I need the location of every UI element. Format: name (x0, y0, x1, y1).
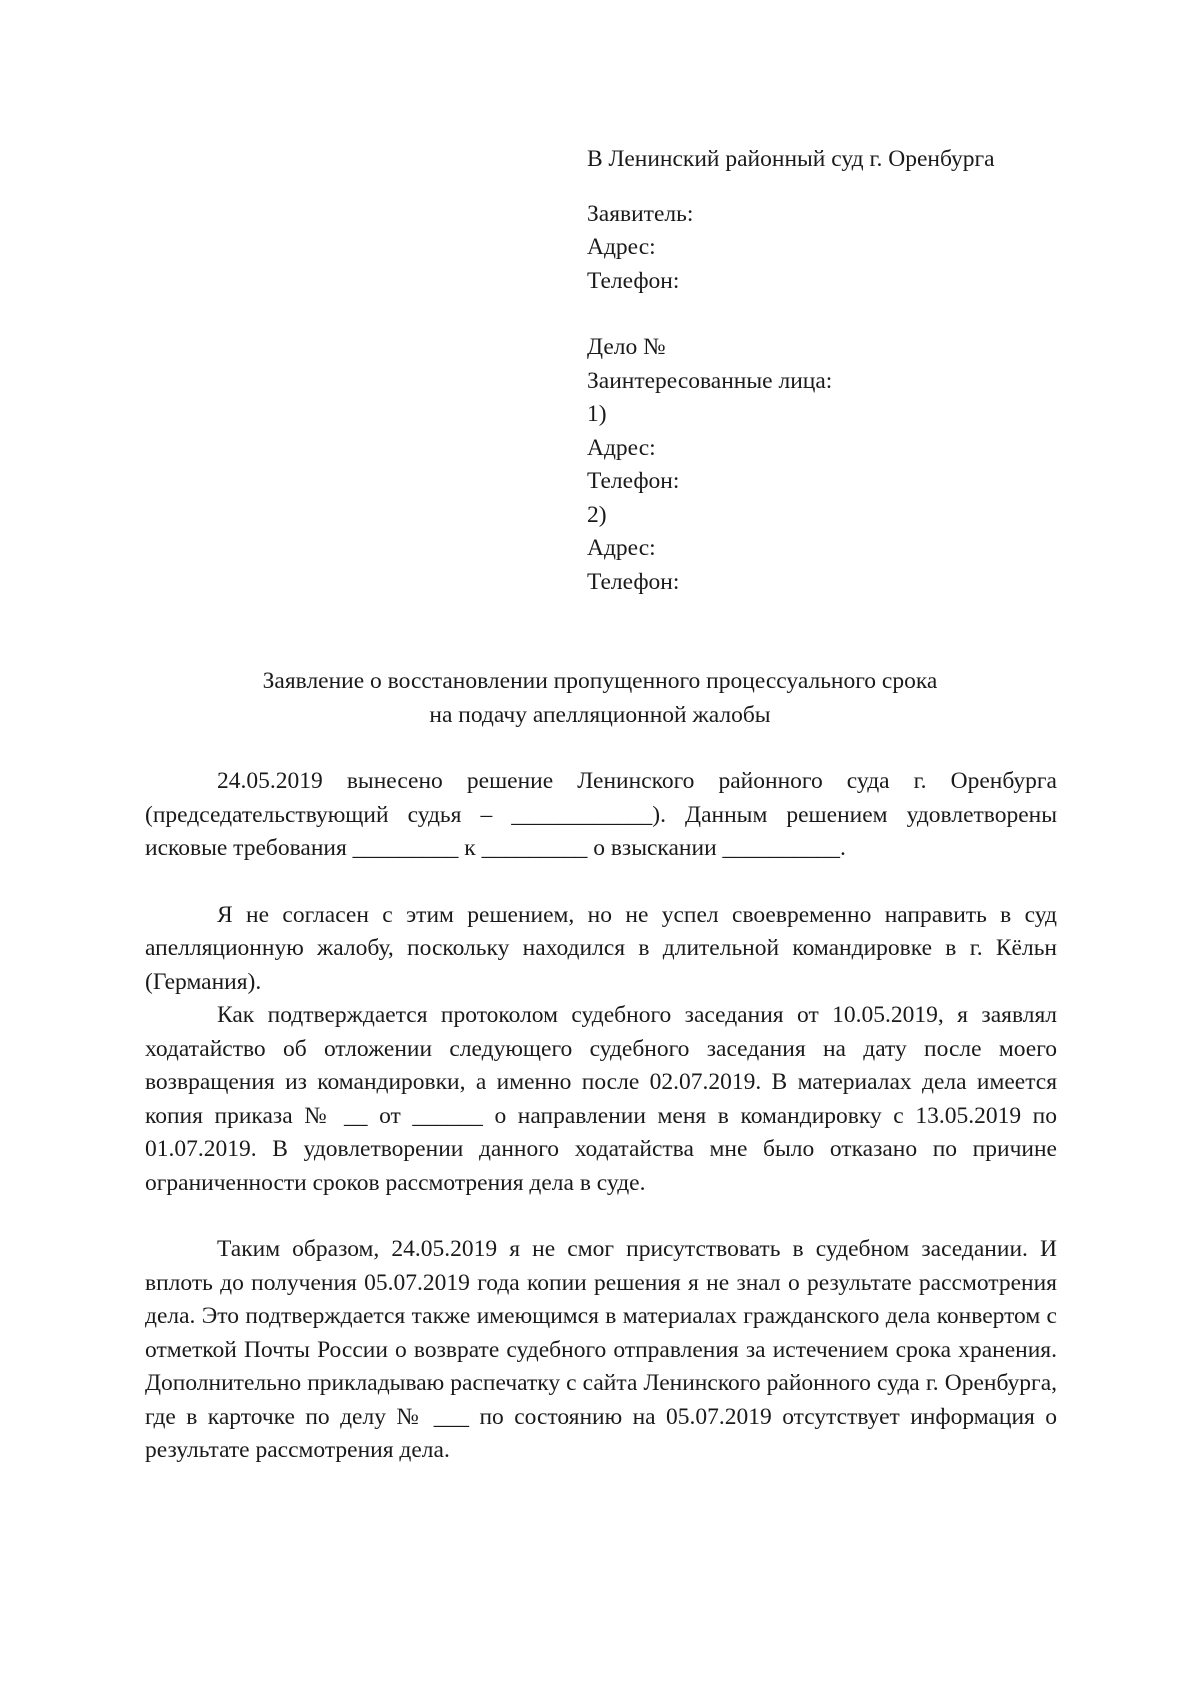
paragraph-conclusion: Таким образом, 24.05.2019 я не смог присутствовать в судебном заседании. И вплоть до получения 05.07.2019 года копии решения я не знал о результате рассмотрения дела. Это подтверждается также имеющимся в материалах гражданского дела конвертом с отметкой Почты России о возврате судебного отправления за истечением срока хранения. Дополнительно прикладываю распечатку с сайта Ленинского районного суда г. Оренбурга, где в карточке по делу № ___ по состоянию на 05.07.2019 отсутствует информация о результате рассмотрения дела. (145, 1236, 1057, 1463)
applicant-address-label: Адрес: (587, 234, 656, 260)
party-2-address-label: Адрес: (587, 535, 656, 561)
spacer (587, 177, 1147, 198)
document-title (145, 665, 1055, 732)
party-2-number: 2) (587, 501, 607, 528)
interested-parties-label: Заинтересованные лица: (587, 367, 833, 394)
addressee-block (587, 143, 1147, 599)
party-1-phone-label: Телефон: (587, 468, 680, 494)
paragraph-disagreement: Я не согласен с этим решением, но не успел своевременно направить в суд апелляционную жалобу, поскольку находился в длительной командировке в г. Кёльн (Германия). (145, 901, 1057, 995)
paragraph-motion: Как подтверждается протоколом судебного заседания от 10.05.2019, я заявлял ходатайство об отложении следующего судебного заседания на дату после моего возвращения из командировки, а именно после 02.07.2019. В материалах дела имеется копия приказа № __ от ______ о направлении меня в командировку с 13.05.2019 по 01.07.2019. В удовлетворении данного ходатайства мне было отказано по причине ограниченности сроков рассмотрения дела в суде. (145, 1002, 1057, 1196)
title-line-1: Заявление о восстановлении пропущенного процессуального срока (262, 668, 938, 694)
paragraph-decision: 24.05.2019 вынесено решение Ленинского районного суда г. Оренбурга (председательствующий судья – ____________). Данным решением удовлетворены исковые требования _________ к _________ о взыскании __________. (145, 768, 1057, 861)
applicant-label: Заявитель: (587, 200, 694, 227)
title-line-2: на подачу апелляционной жалобы (429, 701, 771, 728)
applicant-phone-label: Телефон: (587, 267, 680, 294)
case-number-label: Дело № (587, 334, 666, 360)
party-1-number: 1) (587, 401, 607, 427)
party-2-phone-label: Телефон: (587, 568, 680, 595)
spacer (587, 298, 1147, 331)
document-body (145, 765, 1057, 1468)
court-name: В Ленинский районный суд г. Оренбурга (587, 146, 995, 172)
party-1-address-label: Адрес: (587, 434, 656, 461)
